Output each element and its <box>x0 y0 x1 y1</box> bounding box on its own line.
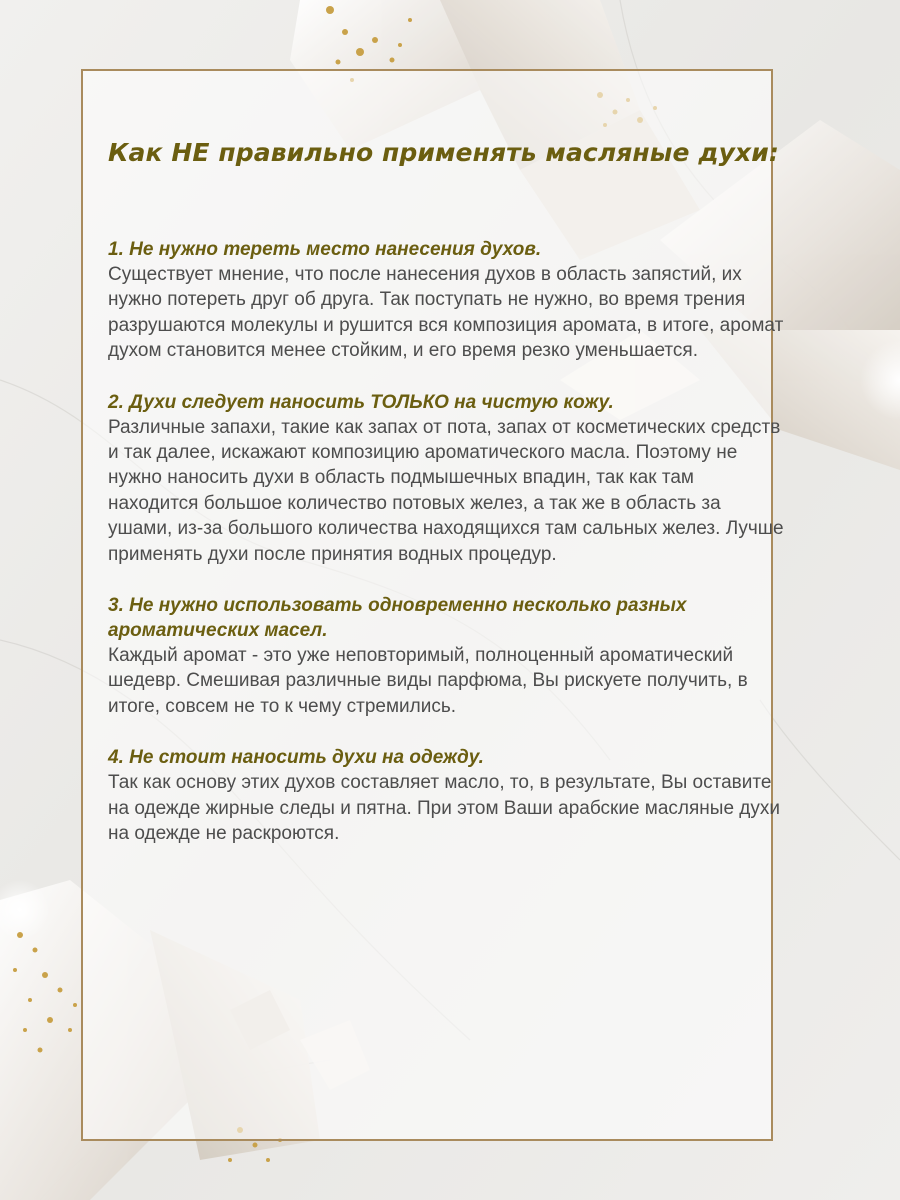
page-title: Как НЕ правильно применять масляные духи: <box>108 138 779 167</box>
section-body: Так как основу этих духов составляет масло, то, в результате, Вы оставите на одежде жирные следы и пятна. При этом Ваши арабские масляные духи на одежде не раскроются. <box>108 772 781 845</box>
section-heading: 4. Не стоит наносить духи на одежду. <box>108 747 484 769</box>
section-4 <box>108 745 788 846</box>
section-heading: 1. Не нужно тереть место нанесения духов. <box>108 239 542 260</box>
section-heading: 2. Духи следует наносить ТОЛЬКО на чистую кожу. <box>108 391 614 413</box>
section-body: Существует мнение, что после нанесения духов в область запястий, их нужно потереть друг об друга. Так поступать не нужно, во время трения разрушаются молекулы и рушится вся композиция аромата, в итоге, аромат духом становится менее стойким, и его время резко уменьшается. <box>108 264 784 362</box>
section-3 <box>108 593 788 719</box>
document-content <box>108 138 788 873</box>
section-heading: 3. Не нужно использовать одновременно несколько разных ароматических масел. <box>108 595 687 642</box>
section-body: Каждый аромат - это уже неповторимый, полноценный ароматический шедевр. Смешивая различные виды парфюма, Вы рискуете получить, в итоге, совсем не то к чему стремились. <box>108 645 748 717</box>
section-2 <box>108 390 788 567</box>
section-body: Различные запахи, такие как запах от пота, запах от косметических средств и так далее, искажают композицию ароматического масла. Поэтому не нужно наносить духи в область подмышечных впадин, так как там находится большое количество потовых желез, а так же в область за ушами, из-за большого количества находящихся там сальных желез. Лучше применять духи после принятия водных процедур. <box>108 416 784 565</box>
section-1 <box>108 237 788 364</box>
